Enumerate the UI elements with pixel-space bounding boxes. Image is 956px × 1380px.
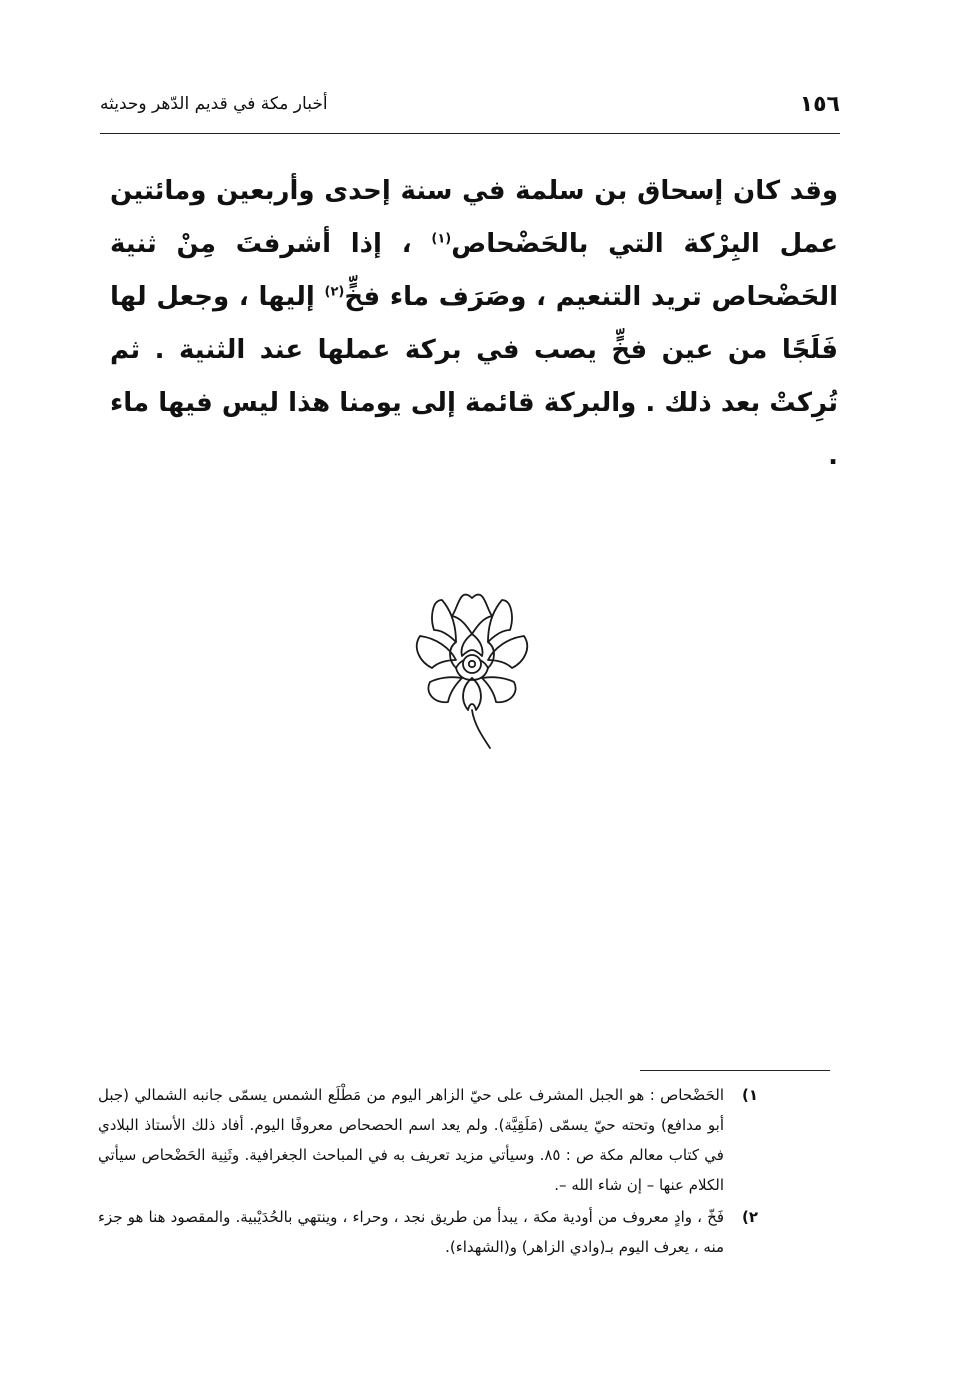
header-divider bbox=[100, 133, 840, 134]
flower-ornament-icon bbox=[402, 578, 542, 750]
footnotes bbox=[98, 1080, 758, 1262]
footnote-text: فَخّ ، وادٍ معروف من أودية مكة ، يبدأ من طريق نجد ، وحراء ، وينتهي بالحُدَيْبية. والمقصود هنا هو جزء منه ، يعرف اليوم بـ(وادي الزاهر) و(الشهداء). bbox=[98, 1208, 724, 1256]
running-header bbox=[100, 88, 840, 128]
footnote-divider bbox=[640, 1070, 830, 1071]
footnote-number: ٢) bbox=[741, 1208, 758, 1226]
main-text-part-1: وقد كان إسحاق بن سلمة في سنة إحدى وأربعين ومائتين عمل البِرْكة التي بالحَضْحاص bbox=[110, 176, 838, 259]
footnote-ref-1[interactable]: (١) bbox=[431, 231, 452, 247]
footnote-ref-2[interactable]: (٢) bbox=[324, 284, 345, 300]
footnote-text: الحَضْحاص : هو الجبل المشرف على حيّ الزاهر اليوم من مَطْلَع الشمس يسمّى جانبه الشمالي (جبل أبو مدافع) وتحته حيّ يسمّى (مَلَقِيَّة). ولم يعد اسم الحصحاص معروفًا اليوم. أفاد ذلك الأستاذ البلادي في كتاب معالم مكة ص : ٨٥. وسيأتي مزيد تعريف به في المباحث الجغرافية. وثَنِية الحَضْحاص سيأتي الكلام عنها – إن شاء الله –. bbox=[98, 1086, 724, 1194]
footnote-number: ١) bbox=[741, 1086, 758, 1104]
main-text-part-3: إليها ، وجعل لها فَلَجًا من عين فخٍّ يصب في بركة عملها عند الثنية . ثم تُرِكتْ بعد ذلك . والبركة قائمة إلى يومنا هذا ليس فيها ماء . bbox=[110, 282, 838, 471]
footnote-1 bbox=[98, 1080, 758, 1200]
running-title: أخبار مكة في قديم الدّهر وحديثه bbox=[100, 94, 328, 114]
main-paragraph bbox=[110, 165, 838, 483]
main-text-part-2: ، إذا أشرفتَ مِنْ ثنية الحَضْحاص تريد التنعيم ، وصَرَف ماء فخٍّ bbox=[110, 229, 838, 312]
footnote-2 bbox=[98, 1202, 758, 1262]
page-number: ١٥٦ bbox=[799, 92, 840, 117]
